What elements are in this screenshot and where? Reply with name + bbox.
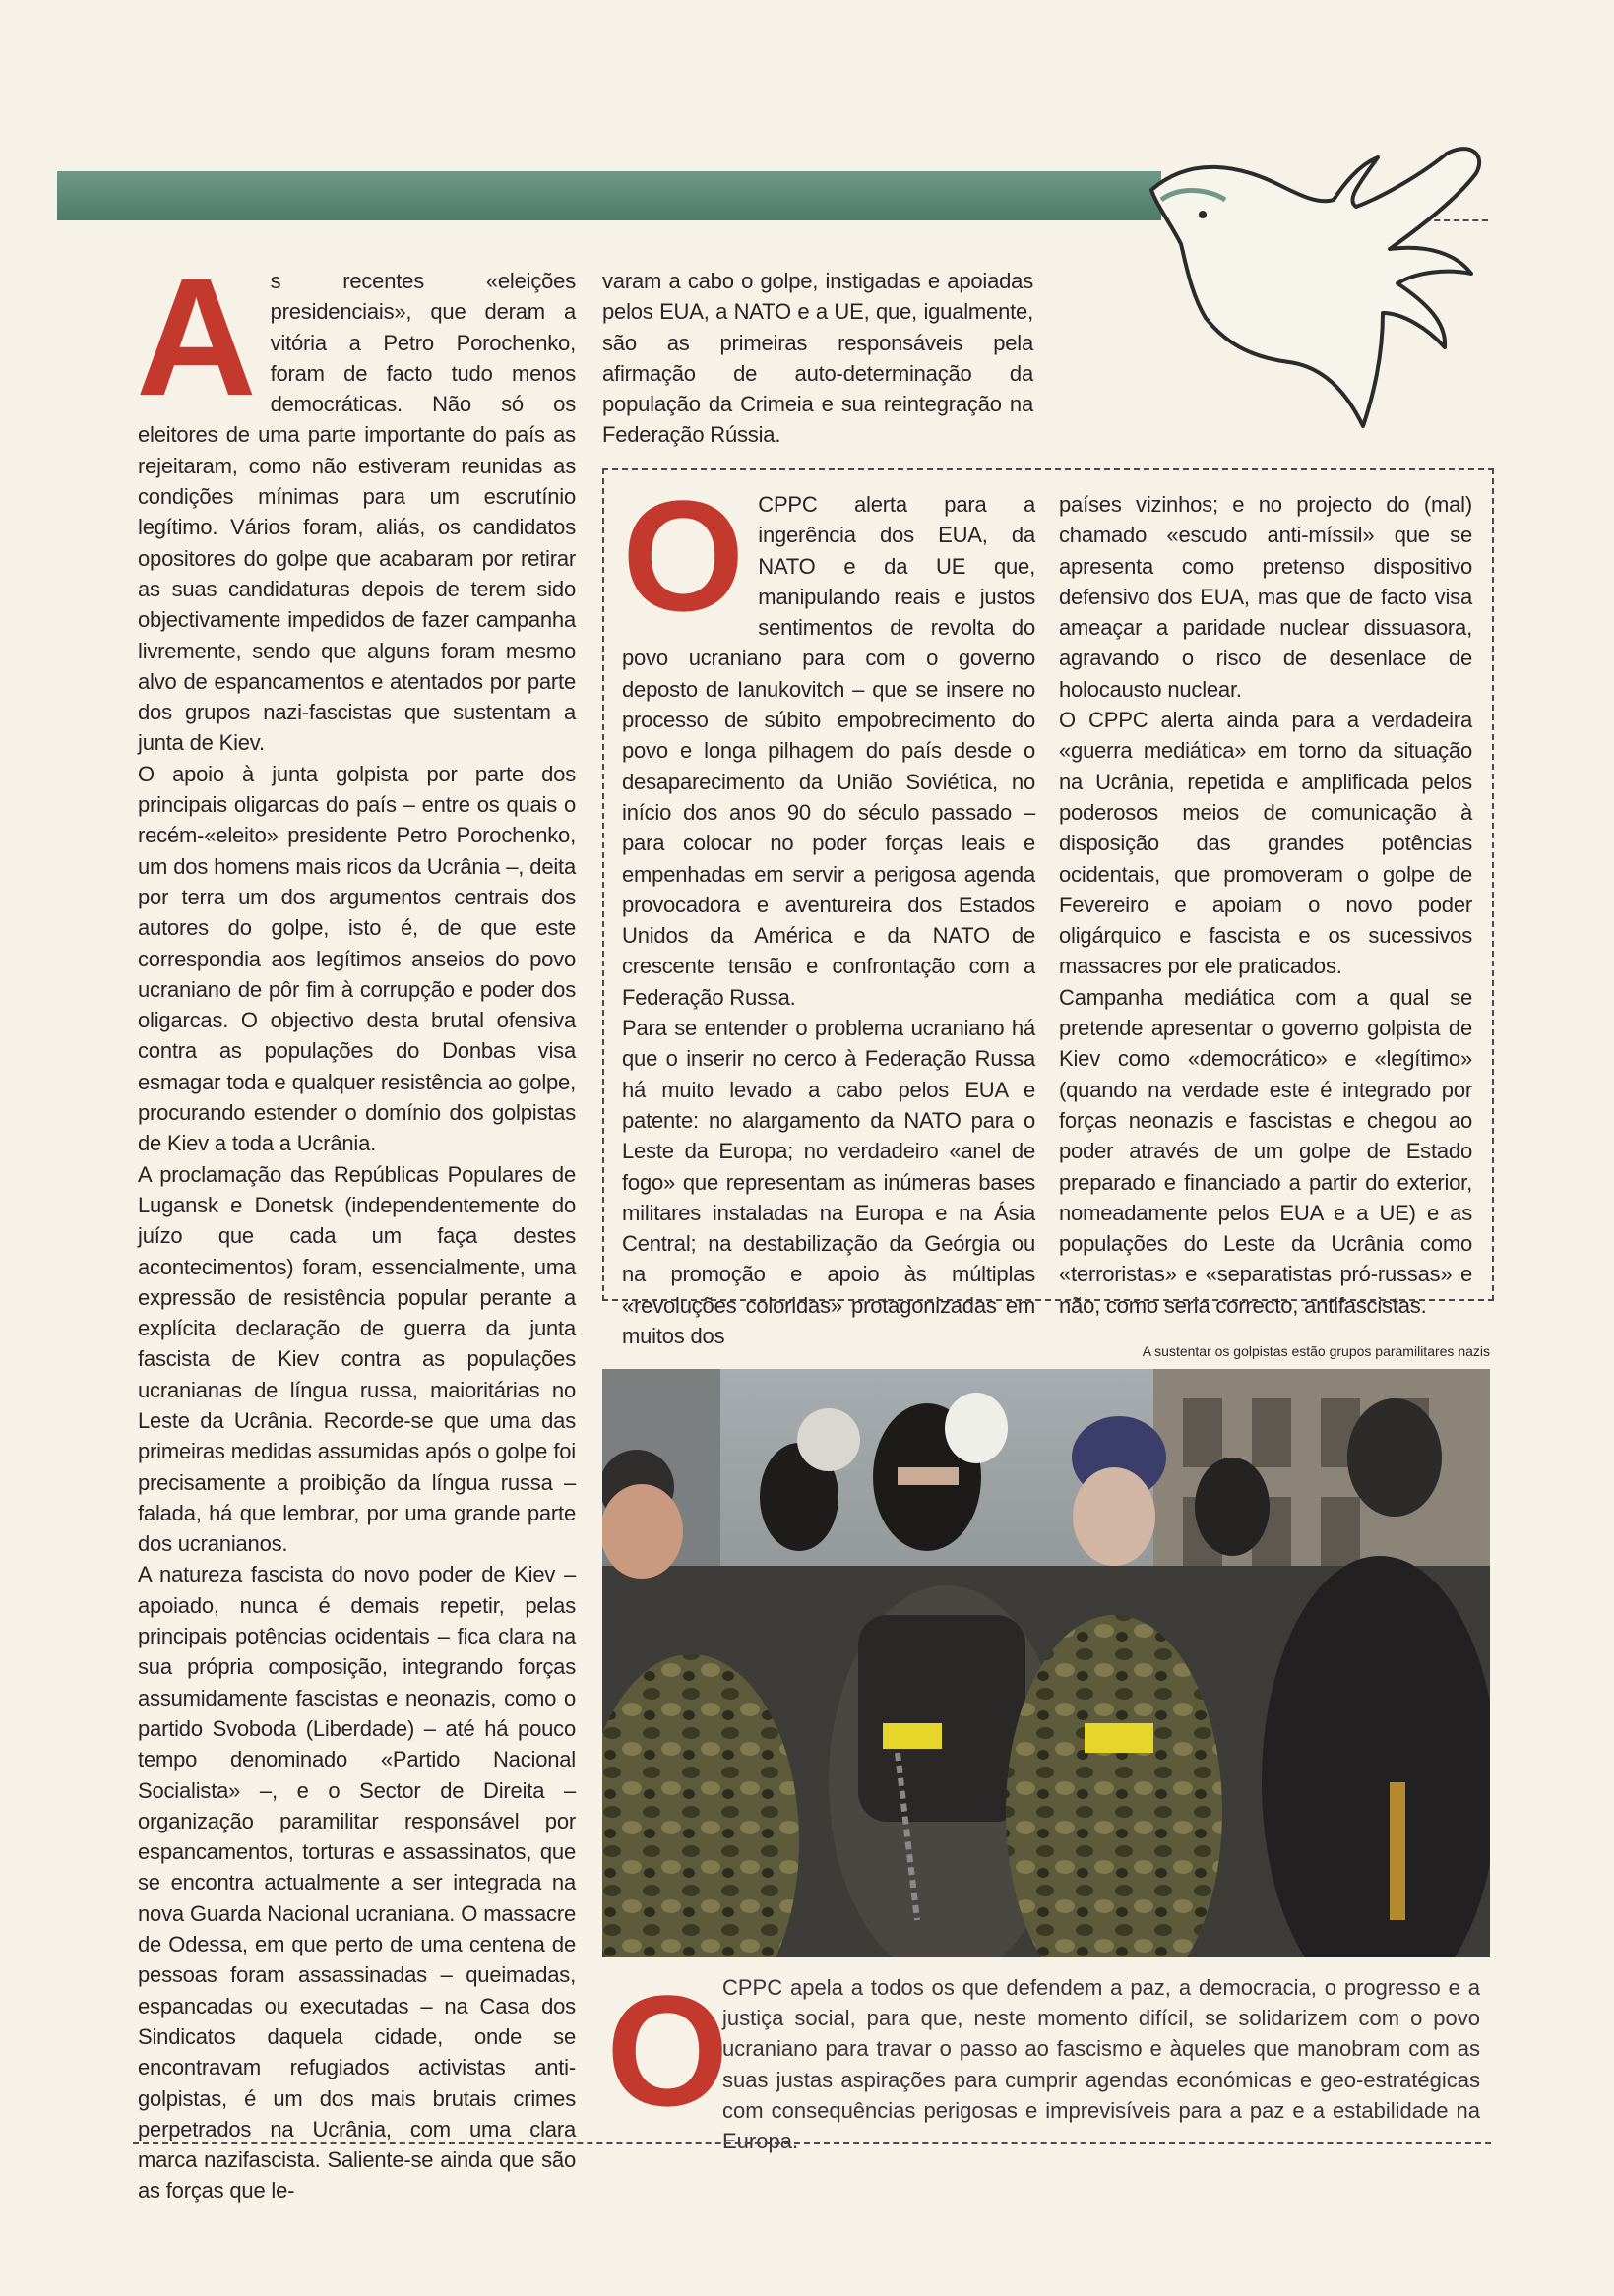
- statement-paragraph: países vizinhos; e no projecto do (mal) chamado «escudo anti-míssil» que se apresenta como pretenso dispositivo defensivo dos EUA, mas que de facto visa ameaçar a paridade nuclear dissuasora, agravando o risco de desenlace de holocausto nuclear.: [1059, 492, 1472, 702]
- dropcap-a: A: [136, 244, 257, 431]
- article-column-1: [136, 244, 576, 2206]
- article-paragraph: varam a cabo o golpe, instigadas e apoiadas pelos EUA, a NATO e a UE, que, igualmente, são as primeiras responsáveis pela afirmação de auto-determinação da população da Crimeia e sua reintegração na Federação Rússia.: [602, 269, 1033, 448]
- bottom-dashed-rule: [133, 2142, 1491, 2144]
- paramilitary-photo: [602, 1369, 1490, 1957]
- statement-column-1: [622, 467, 1035, 1351]
- statement-column-2: [1059, 489, 1472, 1321]
- article-paragraph: O apoio à junta golpista por parte dos principais oligarcas do país – entre os quais o recém-«eleito» presidente Petro Porochenko, um dos homens mais ricos da Ucrânia –, deita por terra um dos argumentos centrais dos autores do golpe, isto é, de que este correspondia aos legítimos anseios do povo ucraniano de pôr fim à corrupção e poder dos oligarcas. O objectivo desta brutal ofensiva contra as populações do Donbas visa esmagar toda e qualquer resistência ao golpe, procurando estender o domínio dos golpistas de Kiev a toda a Ucrânia.: [138, 761, 576, 1156]
- statement-paragraph: Campanha mediática com a qual se pretende apresentar o governo golpista de Kiev como «democrático» e «legítimo» (quando na verdade este é integrado por forças neonazis e fascistas e chegou ao poder através de um golpe de Estado preparado e financiado a partir do exterior, nomeadamente pelos EUA e a UE) e as populações do Leste da Ucrânia como «terroristas» e «separatistas pró-russas» e não, como seria correcto, antifascistas.: [1059, 984, 1472, 1318]
- peace-dove-icon: [1132, 146, 1506, 441]
- header-band: [57, 171, 1161, 220]
- article-paragraph: A proclamação das Repúblicas Populares de Lugansk e Donetsk (independentemente do juízo que cada um faça destes acontecimentos) foram, essencialmente, uma expressão de resistência popular perante a explícita declaração de guerra da junta fascista de Kiev contra as populações ucranianas de língua russa, maioritárias no Leste da Ucrânia. Recorde-se que uma das primeiras medidas assumidas após o golpe foi precisamente a proibição da língua russa – falada, há que lembrar, por uma grande parte dos ucranianos.: [138, 1161, 576, 1557]
- photo-caption: A sustentar os golpistas estão grupos paramilitares nazis: [1142, 1343, 1490, 1359]
- statement-paragraph: CPPC alerta para a ingerência dos EUA, da NATO e da UE que, manipulando reais e justos sentimentos de revolta do povo ucraniano para com o governo deposto de Ianukovitch – que se insere no processo de súbito empobrecimento do povo e longa pilhagem do país desde o desaparecimento da União Soviética, no início dos anos 90 do século passado – para colocar no poder forças leais e empenhadas em servir a perigosa agenda provocadora e aventureira dos Estados Unidos da América e da NATO de crescente tensão e confrontação com a Federação Russa.: [622, 492, 1035, 1010]
- statement-paragraph: O CPPC alerta ainda para a verdadeira «guerra mediática» em torno da situação na Ucrânia, repetida e amplificada pelos poderosos meios de comunicação à disposição das grandes potências ocidentais, que promoveram o golpe de Fevereiro e apoiam o novo poder oligárquico e fascista e os sucessivos massacres por ele praticados.: [1059, 708, 1472, 979]
- statement-paragraph: Para se entender o problema ucraniano há que o inserir no cerco à Federação Russa há muito levado a cabo pelos EUA e patente: no alargamento da NATO para o Leste da Europa; no verdadeiro «anel de fogo» que representam as inúmeras bases militares instaladas na Europa e na Ásia Central; na destabilização da Geórgia ou na promoção e apoio às múltiplas «revoluções coloridas» protagonizadas em muitos dos: [622, 1016, 1035, 1349]
- article-paragraph: s recentes «eleições presidenciais», que deram a vitória a Petro Porochenko, foram de facto tudo menos democráticas. Não só os eleitores de uma parte importante do país as rejeitaram, como não estiveram reunidas as condições mínimas para um escrutínio legítimo. Vários foram, aliás, os candidatos opositores do golpe que acabaram por retirar as suas candidaturas depois de terem sido objectivamente impedidos de fazer campanha livremente, sendo que alguns foram mesmo alvo de espancamentos e atentados por parte dos grupos nazi-fascistas que sustentam a junta de Kiev.: [138, 269, 576, 756]
- article-paragraph: A natureza fascista do novo poder de Kiev – apoiado, nunca é demais repetir, pelas principais potências ocidentais – fica clara na sua própria composição, integrando forças assumidamente fascistas e neonazis, como o partido Svoboda (Liberdade) – até há pouco tempo denominado «Partido Nacional Socialista» –, e o Sector de Direita – organização paramilitar responsável por espancamentos, torturas e assassinatos, que se encontra actualmente a ser integrada na nova Guarda Nacional ucraniana. O massacre de Odessa, em que perto de uma centena de pessoas foram assassinadas – queimadas, espancadas ou executadas – na Casa dos Sindicatos daquela cidade, onde se encontravam refugiados activistas anti-golpistas, é um dos mais brutais crimes perpetrados na Ucrânia, com uma clara marca nazifascista. Saliente-se ainda que são as forças que le-: [138, 1562, 576, 2203]
- dropcap-o-appeal: O: [606, 1962, 729, 2139]
- article-column-2: [602, 266, 1033, 451]
- dropcap-o: O: [622, 467, 745, 644]
- appeal-text: CPPC apela a todos os que defendem a paz, a democracia, o progresso e a justiça social, para que, neste momento difícil, se solidarizem com o povo ucraniano para travar o passo ao fascismo e àqueles que manobram com as suas justas aspirações para cumprir agendas económicas e geo-estratégicas com consequências perigosas e imprevisíveis para a paz e a estabilidade na Europa.: [722, 1975, 1480, 2154]
